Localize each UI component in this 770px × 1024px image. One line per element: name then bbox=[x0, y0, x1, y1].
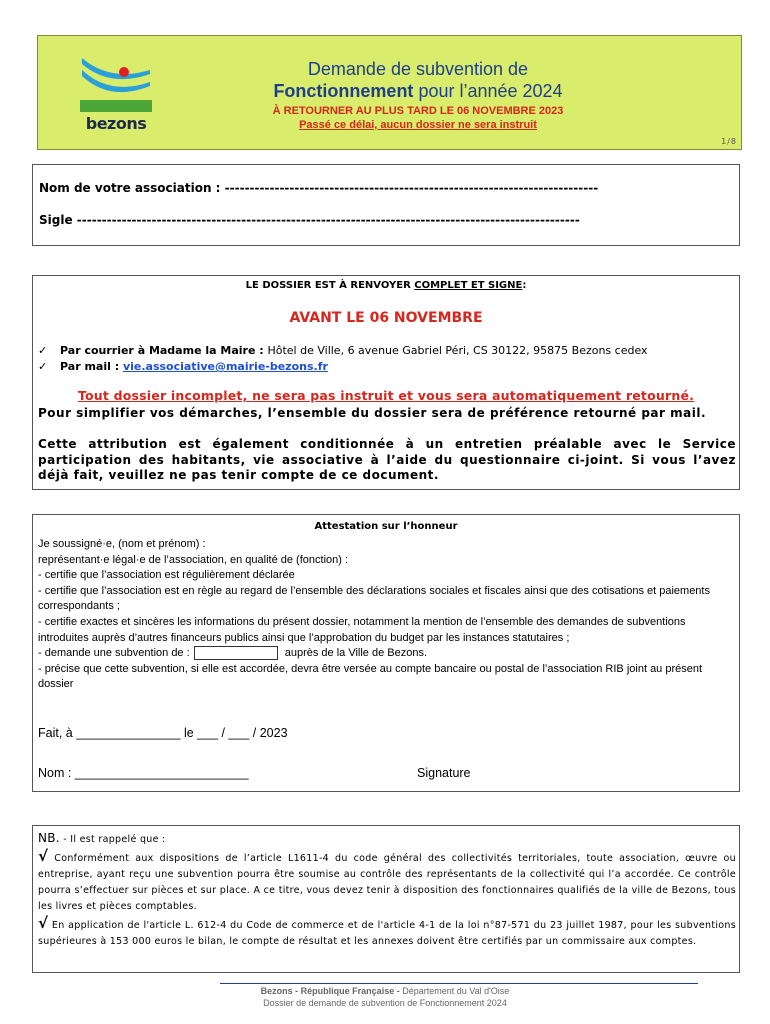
subvention-label: - demande une subvention de : bbox=[38, 647, 190, 660]
footer-divider bbox=[220, 983, 698, 984]
logo-text: bezons bbox=[85, 114, 147, 133]
title-bold: Fonctionnement bbox=[273, 81, 414, 101]
mail-label: Par mail : bbox=[60, 360, 123, 373]
header-title bbox=[198, 58, 638, 132]
nb-box bbox=[32, 825, 740, 973]
dossier-title-underlined: COMPLET ET SIGNE bbox=[414, 280, 523, 291]
subvention-suffix: auprès de la Ville de Bezons. bbox=[281, 647, 428, 660]
footer-line1 bbox=[0, 986, 770, 996]
nb-para2-text: En application de l'article L. 612-4 du Code de commerce et de l'article 4-1 de la loi n°87-571 du 23 juillet 1987, pour les subventions supérieures à 153 000 euros le bilan, le compte de résultat et les annexes doivent être certifiés par un commissaire aux comptes. bbox=[38, 920, 736, 947]
nb-para1-text: Conformément aux dispositions de l’article L1611-4 du code général des collectivités territoriales, toute association, œuvre ou entreprise, ayant reçu une subvention pourra être soumise au contrôle des représentants de la collectivité qui l’a accordée. Ce contrôle pourra s’effectuer sur pièces et sur place. A ce titre, vous devez tenir à disposition des fonctionnaires qualifiés de la ville de Bezons, tous les livres et pièces comptables. bbox=[38, 853, 736, 912]
attestation-box bbox=[32, 514, 740, 792]
subvention-amount-input[interactable] bbox=[194, 646, 278, 660]
logo-graphic-icon bbox=[80, 52, 152, 114]
footer-rest: Département du Val d'Oise bbox=[399, 986, 510, 996]
nb-paragraph bbox=[38, 915, 736, 950]
avant-date: AVANT LE 06 NOVEMBRE bbox=[289, 310, 483, 326]
nb-intro-text: - Il est rappelé que : bbox=[59, 834, 166, 845]
bezons-logo bbox=[80, 52, 152, 138]
mail-line bbox=[38, 360, 328, 373]
nom-field[interactable]: Nom : _________________________ bbox=[38, 766, 249, 780]
courrier-address: Hôtel de Ville, 6 avenue Gabriel Péri, CS 30122, 95875 Bezons cedex bbox=[267, 344, 648, 357]
dossier-box bbox=[32, 275, 740, 490]
attestation-title: Attestation sur l’honneur bbox=[314, 521, 458, 532]
attestation-line: - certifie que l’association est régulièrement déclarée bbox=[38, 569, 295, 582]
fait-a-field[interactable]: Fait, à _______________ le ___ / ___ / 2023 bbox=[38, 726, 288, 740]
mail-link[interactable]: vie.associative@mairie-bezons.fr bbox=[122, 360, 328, 373]
association-box bbox=[32, 164, 740, 246]
footer-bold: Bezons - République Française - bbox=[260, 986, 400, 996]
warning-text: Passé ce délai, aucun dossier ne sera instruit bbox=[299, 119, 537, 131]
checkmark-icon: ✓ bbox=[38, 360, 48, 373]
signature-label: Signature bbox=[417, 766, 471, 780]
checkmark-icon: ✓ bbox=[38, 344, 48, 357]
title-rest: pour l’année 2024 bbox=[413, 81, 563, 101]
attestation-line: - certifie que l’association est en règle au regard de l’ensemble des déclarations sociales et fiscales ainsi que des cotisations et paiements correspondants ; bbox=[38, 584, 710, 613]
dossier-title-suffix: : bbox=[522, 280, 527, 291]
subvention-line bbox=[38, 646, 736, 662]
courrier-label: Par courrier à Madame la Maire : bbox=[60, 344, 268, 357]
attestation-line: Je soussigné·e, (nom et prénom) : bbox=[38, 538, 206, 550]
tick-icon: √ bbox=[38, 914, 49, 932]
title-line2 bbox=[198, 80, 638, 102]
header-banner bbox=[37, 35, 742, 150]
footer-line2: Dossier de demande de subvention de Fonctionnement 2024 bbox=[263, 998, 507, 1008]
courrier-line bbox=[38, 344, 648, 357]
title-line1: Demande de subvention de bbox=[307, 59, 529, 79]
nb-body bbox=[38, 830, 736, 950]
attestation-line: - précise que cette subvention, si elle est accordée, devra être versée au compte bancaire ou postal de l’association RIB joint au présent dossier bbox=[38, 662, 703, 691]
simplify-paragraph: Pour simplifier vos démarches, l’ensemble du dossier sera de préférence retourné par mail. bbox=[38, 406, 707, 420]
attestation-line: représentant·e légal·e de l’association, en qualité de (fonction) : bbox=[38, 553, 349, 566]
page-number: 1/8 bbox=[721, 137, 737, 146]
attestation-body bbox=[38, 537, 736, 693]
nb-label: NB. bbox=[38, 831, 60, 845]
attribution-paragraph: Cette attribution est également conditionnée à un entretien préalable avec le Service participation des habitants, vie associative à l’aide du questionnaire ci-joint. Si vous l’avez déjà fait, veuillez ne pas tenir compte de ce document. bbox=[38, 437, 736, 482]
association-sigle-field[interactable]: Sigle ----------------------------------------------------------------------------------------------------- bbox=[39, 213, 580, 227]
tick-icon: √ bbox=[38, 847, 49, 865]
dossier-title-prefix: LE DOSSIER EST À RENVOYER bbox=[245, 280, 415, 291]
incomplet-warning: Tout dossier incomplet, ne sera pas instruit et vous sera automatiquement retourné. bbox=[77, 388, 695, 403]
dossier-title bbox=[33, 280, 739, 291]
association-name-field[interactable]: Nom de votre association : --------------------------------------------------------------------------- bbox=[39, 181, 599, 195]
attestation-line: - certifie exactes et sincères les informations du présent dossier, notamment la mention de l’ensemble des demandes de subventions introduites auprès d’autres financeurs publics ainsi que l’approbation du budget par les instances statutaires ; bbox=[38, 615, 686, 644]
deadline-text: À RETOURNER AU PLUS TARD LE 06 NOVEMBRE 2023 bbox=[272, 105, 564, 117]
nb-paragraph bbox=[38, 848, 736, 915]
nb-intro bbox=[38, 830, 736, 848]
